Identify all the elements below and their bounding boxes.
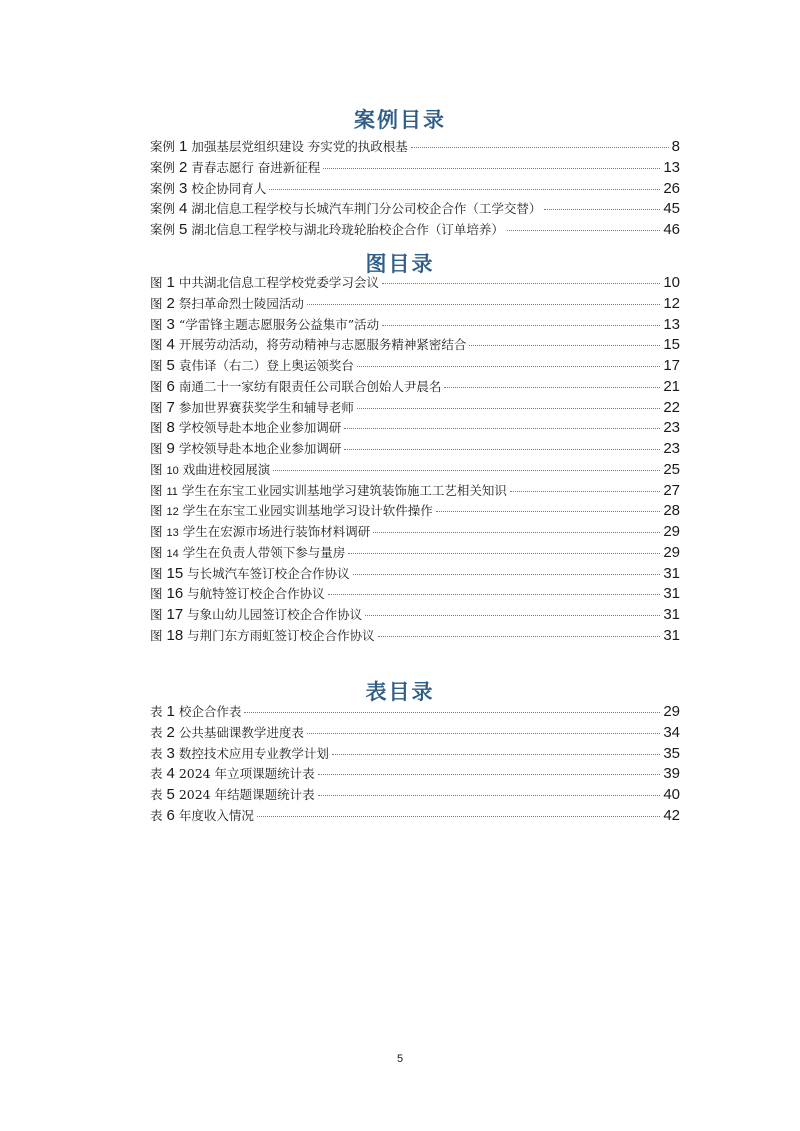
toc-entry-number: 3	[166, 744, 175, 762]
toc-entry-label	[150, 377, 441, 398]
toc-entry-text: 校企协同育人	[191, 180, 267, 196]
toc-entry[interactable]	[150, 460, 680, 481]
toc-entry-page: 31	[663, 606, 680, 623]
tables-section-title: 表目录	[365, 680, 435, 704]
toc-entry-label	[150, 564, 350, 585]
page-number: 5	[396, 1053, 404, 1065]
toc-entry-page: 12	[663, 294, 680, 312]
toc-dot-leader	[332, 754, 660, 755]
toc-entry-prefix: 图	[150, 316, 163, 332]
toc-entry[interactable]	[150, 398, 680, 419]
toc-entry-number: 3	[166, 315, 175, 333]
toc-entry-number: 4	[166, 336, 175, 354]
toc-entry[interactable]	[150, 501, 680, 522]
toc-entry-number: 11	[166, 485, 178, 498]
toc-dot-leader	[348, 553, 660, 554]
toc-entry-number: 17	[166, 606, 184, 623]
toc-entry-number: 5	[179, 221, 188, 238]
toc-dot-leader	[373, 532, 660, 533]
toc-entry-prefix: 案例	[150, 222, 176, 237]
toc-entry-label	[150, 220, 504, 241]
toc-entry-label	[150, 543, 345, 565]
toc-entry-number: 4	[166, 765, 175, 783]
toc-dot-leader	[357, 366, 660, 367]
toc-entry-text: 与航特签订校企合作协议	[187, 586, 325, 602]
toc-dot-leader	[273, 470, 660, 471]
toc-entry-page: 21	[663, 377, 680, 395]
toc-dot-leader	[436, 511, 661, 512]
toc-entry[interactable]	[150, 418, 680, 439]
toc-entry-prefix: 图	[150, 461, 163, 477]
toc-entry-page: 39	[663, 765, 680, 783]
toc-entry-prefix: 图	[150, 565, 163, 581]
toc-entry-text: 开展劳动活动，将劳动精神与志愿服务精神紧密结合	[178, 337, 467, 353]
toc-entry-prefix: 图	[150, 275, 163, 290]
toc-entry-prefix: 图	[150, 358, 163, 373]
toc-entry[interactable]	[150, 543, 680, 564]
toc-entry[interactable]	[150, 137, 680, 158]
cases-toc-list	[150, 137, 680, 241]
toc-entry-page: 17	[663, 357, 680, 374]
toc-entry[interactable]	[150, 723, 680, 744]
toc-entry-number: 10	[166, 464, 179, 477]
toc-entry-page: 10	[663, 274, 680, 291]
toc-entry-text: 中共湖北信息工程学校党委学习会议	[178, 275, 379, 290]
toc-entry[interactable]	[150, 294, 680, 315]
toc-entry-label	[150, 584, 325, 605]
toc-entry-prefix: 图	[150, 378, 163, 394]
toc-entry-number: 16	[166, 585, 184, 603]
toc-entry-text: 学生在宏源市场进行装饰材料调研	[182, 524, 371, 539]
toc-dot-leader	[382, 283, 660, 284]
toc-entry-number: 4	[179, 200, 188, 218]
toc-entry-text: 年度收入情况	[178, 807, 254, 823]
toc-entry[interactable]	[150, 744, 680, 765]
toc-entry-prefix: 案例	[150, 201, 176, 217]
toc-dot-leader	[344, 428, 660, 429]
toc-entry-page: 35	[663, 744, 680, 762]
toc-entry-text: 与长城汽车签订校企合作协议	[187, 565, 350, 581]
toc-entry-prefix: 表	[150, 704, 163, 719]
toc-entry-prefix: 图	[150, 524, 163, 539]
toc-entry-text: 戏曲进校园展演	[182, 461, 271, 477]
toc-entry-text: 湖北信息工程学校与长城汽车荆门分公司校企合作（工学交替）	[191, 201, 542, 217]
toc-entry-page: 13	[663, 315, 680, 333]
toc-entry-label	[150, 744, 329, 765]
toc-entry-text: 学生在负责人带领下参与量房	[182, 544, 346, 560]
toc-entry-page: 29	[663, 523, 680, 540]
toc-entry-prefix: 图	[150, 627, 163, 643]
toc-entry-number: 12	[166, 506, 179, 519]
toc-entry-number: 5	[166, 357, 175, 374]
toc-entry[interactable]	[150, 605, 680, 626]
toc-dot-leader	[244, 712, 660, 713]
toc-entry-label	[150, 626, 375, 647]
toc-dot-leader	[328, 594, 661, 595]
toc-entry-text: 参加世界赛获奖学生和辅导老师	[178, 399, 354, 415]
toc-entry[interactable]	[150, 564, 680, 585]
toc-entry-label	[150, 785, 315, 806]
toc-dot-leader	[382, 325, 660, 326]
toc-dot-leader	[544, 209, 660, 210]
toc-entry-prefix: 图	[150, 544, 163, 560]
toc-entry-label	[150, 294, 304, 315]
toc-entry-number: 1	[179, 138, 188, 155]
toc-entry-text: 与象山幼儿园签订校企合作协议	[187, 607, 363, 622]
toc-entry-label	[150, 335, 466, 356]
toc-dot-leader	[344, 449, 660, 450]
toc-entry[interactable]	[150, 220, 680, 241]
toc-dot-leader	[469, 345, 660, 346]
toc-entry-label	[150, 158, 320, 179]
toc-dot-leader	[318, 795, 661, 796]
toc-entry-page: 29	[663, 543, 680, 561]
toc-entry-text: 加强基层党组织建设 夯实党的执政根基	[191, 139, 408, 154]
toc-entry-prefix: 图	[150, 420, 163, 436]
toc-dot-leader	[411, 147, 669, 148]
toc-dot-leader	[365, 615, 660, 616]
toc-entry-number: 1	[166, 703, 175, 720]
toc-entry[interactable]	[150, 806, 680, 827]
toc-entry-label	[150, 501, 433, 523]
toc-dot-leader	[269, 189, 660, 190]
toc-entry-number: 18	[166, 626, 184, 644]
toc-entry-text: 祭扫革命烈士陵园活动	[178, 295, 304, 311]
toc-entry-page: 31	[663, 564, 680, 582]
toc-entry-prefix: 表	[150, 807, 163, 823]
toc-entry-page: 28	[663, 502, 680, 520]
toc-entry[interactable]	[150, 481, 680, 502]
toc-dot-leader	[357, 408, 660, 409]
toc-entry-text: 数控技术应用专业教学计划	[178, 745, 329, 761]
toc-entry-text: 学校领导赴本地企业参加调研	[178, 441, 342, 456]
toc-dot-leader	[323, 168, 660, 169]
toc-entry-number: 6	[166, 806, 175, 824]
toc-entry-number: 14	[166, 547, 179, 560]
toc-entry-text: 湖北信息工程学校与湖北玲珑轮胎校企合作（订单培养）	[191, 222, 504, 237]
toc-entry-label	[150, 418, 341, 439]
figures-section-title: 图目录	[365, 252, 435, 276]
toc-entry-number: 15	[166, 564, 184, 582]
toc-entry-number: 13	[166, 527, 179, 539]
toc-entry-number: 1	[166, 274, 175, 291]
toc-entry-label	[150, 481, 507, 503]
toc-entry-page: 31	[663, 585, 680, 603]
toc-entry-label	[150, 605, 362, 626]
toc-entry-prefix: 图	[150, 337, 163, 353]
toc-entry-page: 13	[663, 158, 680, 176]
toc-entry-text: 2024 年立项课题统计表	[178, 766, 315, 782]
toc-entry-text: 学校领导赴本地企业参加调研	[178, 420, 342, 436]
toc-entry-text: “学雷锋主题志愿服务公益集市”活动	[178, 316, 380, 332]
toc-entry-text: 青春志愿行 奋进新征程	[191, 159, 321, 175]
toc-entry-prefix: 图	[150, 586, 163, 602]
toc-dot-leader	[507, 230, 660, 231]
toc-entry-page: 45	[663, 200, 680, 218]
toc-entry-label	[150, 315, 379, 336]
toc-entry-page: 31	[663, 626, 680, 644]
toc-entry-label	[150, 137, 408, 158]
toc-entry-number: 2	[166, 294, 175, 312]
toc-entry[interactable]	[150, 785, 680, 806]
toc-entry-number: 2	[166, 723, 175, 741]
toc-entry-page: 23	[663, 440, 680, 457]
toc-entry[interactable]	[150, 626, 680, 647]
toc-entry-label	[150, 199, 541, 220]
toc-entry-page: 8	[671, 138, 680, 155]
toc-entry-number: 8	[166, 419, 175, 437]
toc-entry[interactable]	[150, 179, 680, 200]
toc-dot-leader	[510, 491, 660, 492]
toc-entry-label	[150, 439, 341, 460]
toc-entry-text: 校企合作表	[178, 704, 242, 719]
toc-entry-page: 25	[663, 460, 680, 478]
toc-entry-label	[150, 702, 241, 723]
toc-entry-label	[150, 460, 270, 482]
toc-entry-text: 公共基础课教学进度表	[178, 724, 304, 740]
toc-entry-page: 26	[663, 179, 680, 197]
toc-entry-label	[150, 723, 304, 744]
toc-dot-leader	[257, 816, 660, 817]
toc-entry-text: 袁伟译（右二）登上奥运领奖台	[178, 358, 354, 373]
toc-entry-text: 学生在东宝工业园实训基地学习建筑装饰施工工艺相关知识	[181, 482, 507, 498]
toc-entry-prefix: 表	[150, 766, 163, 782]
toc-dot-leader	[353, 574, 661, 575]
toc-entry-label	[150, 398, 354, 419]
toc-entry-page: 40	[663, 786, 680, 803]
toc-entry-page: 34	[663, 723, 680, 741]
toc-entry-number: 5	[166, 786, 175, 803]
toc-entry-prefix: 案例	[150, 139, 176, 154]
toc-entry-number: 7	[166, 398, 175, 416]
toc-entry-page: 29	[663, 703, 680, 720]
tables-toc-list	[150, 702, 680, 827]
toc-dot-leader	[307, 304, 660, 305]
toc-entry-prefix: 案例	[150, 180, 176, 196]
toc-entry-page: 15	[663, 336, 680, 354]
toc-entry[interactable]	[150, 158, 680, 179]
toc-entry-number: 6	[166, 377, 175, 395]
toc-entry-prefix: 案例	[150, 159, 176, 175]
toc-entry-page: 46	[663, 221, 680, 238]
toc-entry-label	[150, 273, 379, 294]
toc-entry-prefix: 图	[150, 503, 163, 519]
toc-dot-leader	[378, 636, 661, 637]
toc-entry[interactable]	[150, 199, 680, 220]
figures-toc-list	[150, 273, 680, 647]
cases-section-title: 案例目录	[354, 108, 446, 132]
toc-entry-prefix: 图	[150, 607, 163, 622]
toc-entry-number: 9	[166, 440, 175, 457]
toc-entry[interactable]	[150, 764, 680, 785]
toc-entry[interactable]	[150, 439, 680, 460]
toc-entry-label	[150, 522, 370, 544]
toc-entry-prefix: 表	[150, 745, 163, 761]
toc-entry-page: 27	[663, 481, 680, 499]
toc-entry-label	[150, 179, 266, 200]
toc-entry-text: 与荆门东方雨虹签订校企合作协议	[187, 627, 375, 643]
toc-dot-leader	[318, 774, 661, 775]
toc-dot-leader	[307, 733, 660, 734]
toc-entry-label	[150, 806, 254, 827]
toc-entry-page: 22	[663, 398, 680, 416]
toc-entry-number: 3	[179, 179, 188, 197]
toc-entry[interactable]	[150, 584, 680, 605]
toc-entry-text: 学生在东宝工业园实训基地学习设计软件操作	[182, 503, 433, 519]
toc-entry[interactable]	[150, 273, 680, 294]
toc-entry[interactable]	[150, 377, 680, 398]
toc-entry-number: 2	[179, 158, 188, 176]
toc-entry-prefix: 图	[150, 482, 163, 498]
toc-entry-page: 23	[663, 419, 680, 437]
toc-entry-text: 南通二十一家纺有限责任公司联合创始人尹晨名	[178, 378, 442, 394]
toc-entry[interactable]	[150, 315, 680, 336]
toc-entry-text: 2024 年结题课题统计表	[178, 787, 315, 802]
toc-entry-prefix: 表	[150, 724, 163, 740]
toc-entry-prefix: 表	[150, 787, 163, 802]
toc-entry-prefix: 图	[150, 399, 163, 415]
toc-entry[interactable]	[150, 522, 680, 543]
toc-entry[interactable]	[150, 702, 680, 723]
toc-entry-prefix: 图	[150, 441, 163, 456]
toc-entry[interactable]	[150, 335, 680, 356]
toc-entry-page: 42	[663, 806, 680, 824]
toc-dot-leader	[444, 387, 660, 388]
toc-entry-label	[150, 356, 354, 377]
toc-entry-label	[150, 764, 315, 785]
toc-entry[interactable]	[150, 356, 680, 377]
toc-entry-prefix: 图	[150, 295, 163, 311]
